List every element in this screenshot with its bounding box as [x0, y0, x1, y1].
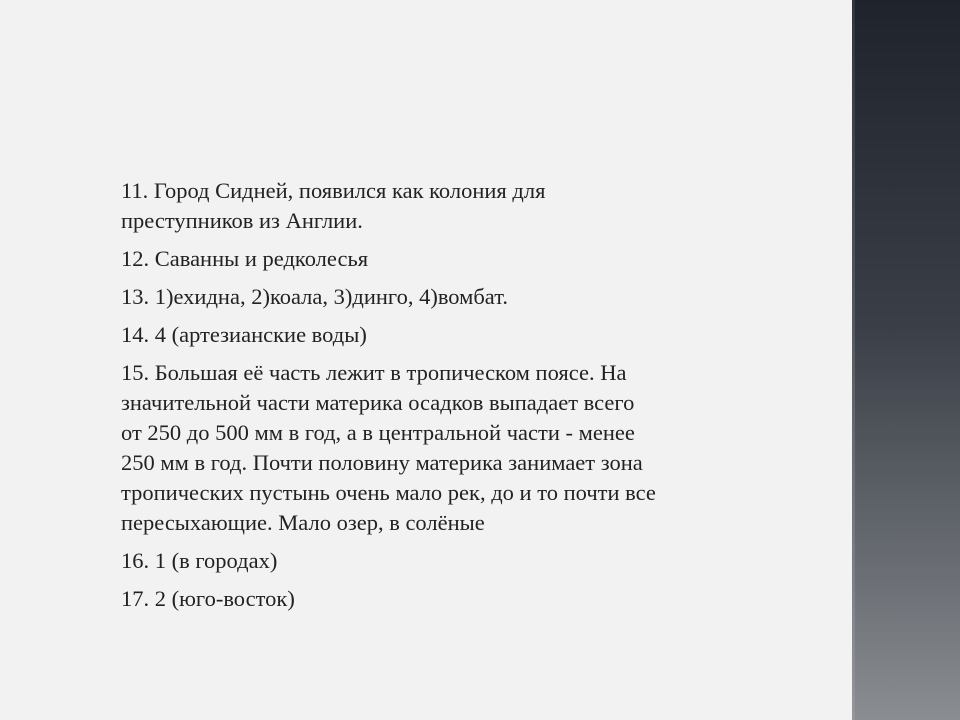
- answer-item-17: 17. 2 (юго-восток): [121, 586, 295, 611]
- side-bar-edge: [852, 0, 855, 720]
- answer-list: [121, 176, 801, 622]
- answer-item-14: 14. 4 (артезианские воды): [121, 322, 367, 347]
- answer-item-15: 15. Большая её часть лежит в тропическом поясе. На значительной части материка осадков выпадает всего от 250 до 500 мм в год, а в центральной части - менее 250 мм в год. Почти половину материка занимает зона тропических пустынь очень мало рек, до и то почти все пересыхающие. Мало озер, в солёные: [121, 360, 656, 535]
- answer-item-11: 11. Город Сидней, появился как колония для преступников из Англии.: [121, 178, 546, 233]
- answer-item-12: 12. Саванны и редколесья: [121, 246, 369, 271]
- answer-item-16: 16. 1 (в городах): [121, 548, 278, 573]
- answer-item-13: 13. 1)ехидна, 2)коала, 3)динго, 4)вомбат.: [121, 284, 508, 309]
- decorative-side-bar: [852, 0, 960, 720]
